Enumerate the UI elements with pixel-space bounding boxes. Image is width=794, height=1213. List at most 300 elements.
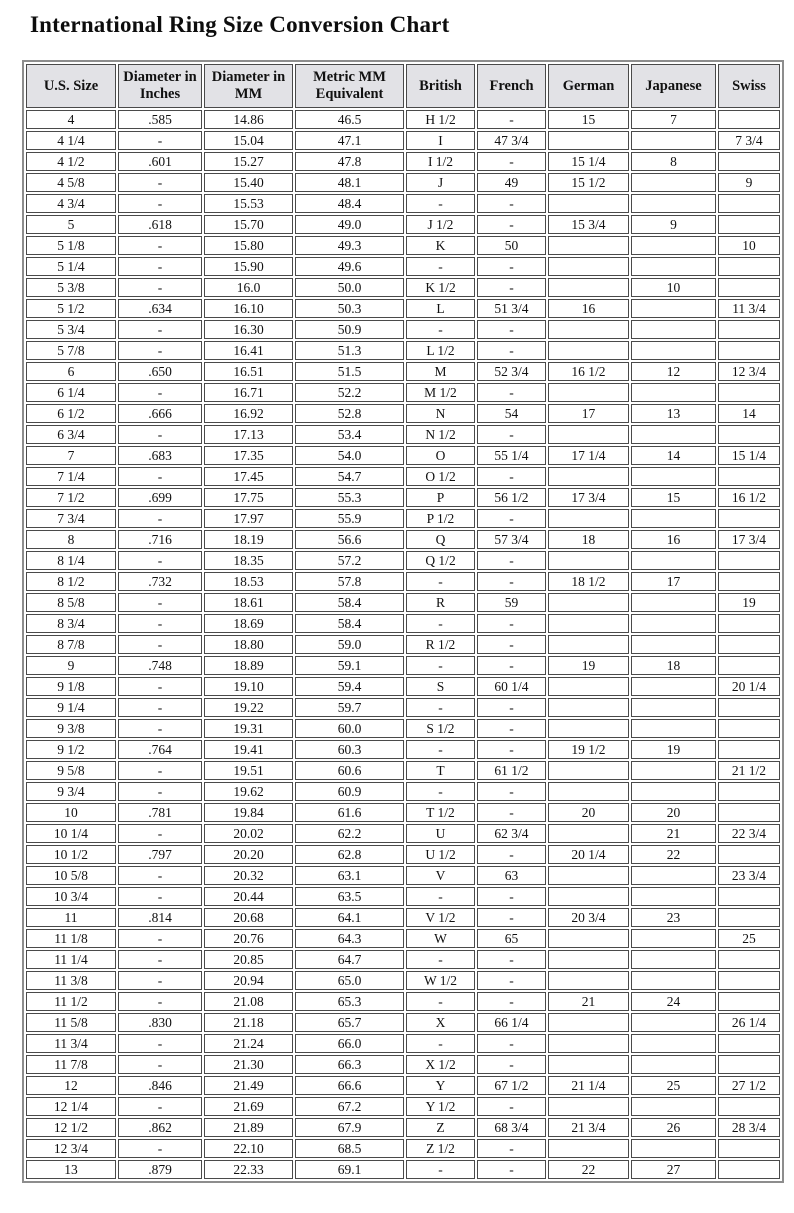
cell-japanese: 27	[631, 1160, 716, 1179]
cell-german: 15	[548, 110, 629, 129]
cell-us-size: 8 3/4	[26, 614, 116, 633]
cell-diameter-inches: -	[118, 257, 202, 276]
cell-diameter-mm: 18.89	[204, 656, 293, 675]
cell-french: 54	[477, 404, 546, 423]
cell-metric-mm-equivalent: 52.8	[295, 404, 404, 423]
cell-british: -	[406, 194, 475, 213]
cell-diameter-inches: -	[118, 992, 202, 1011]
cell-metric-mm-equivalent: 59.7	[295, 698, 404, 717]
cell-metric-mm-equivalent: 53.4	[295, 425, 404, 444]
cell-swiss: 25	[718, 929, 780, 948]
cell-german	[548, 257, 629, 276]
cell-british: Q	[406, 530, 475, 549]
cell-french: -	[477, 992, 546, 1011]
cell-swiss	[718, 572, 780, 591]
table-row	[26, 719, 780, 738]
cell-french: 57 3/4	[477, 530, 546, 549]
cell-metric-mm-equivalent: 58.4	[295, 593, 404, 612]
cell-german	[548, 614, 629, 633]
cell-swiss	[718, 635, 780, 654]
cell-french: -	[477, 257, 546, 276]
cell-metric-mm-equivalent: 51.3	[295, 341, 404, 360]
cell-us-size: 7 1/2	[26, 488, 116, 507]
cell-diameter-inches: -	[118, 971, 202, 990]
cell-metric-mm-equivalent: 55.3	[295, 488, 404, 507]
cell-british: R 1/2	[406, 635, 475, 654]
table-row	[26, 509, 780, 528]
cell-british: I 1/2	[406, 152, 475, 171]
cell-british: J 1/2	[406, 215, 475, 234]
cell-french: -	[477, 1097, 546, 1116]
cell-british: K 1/2	[406, 278, 475, 297]
cell-us-size: 9 3/8	[26, 719, 116, 738]
cell-japanese	[631, 1097, 716, 1116]
cell-us-size: 5 7/8	[26, 341, 116, 360]
cell-british: X 1/2	[406, 1055, 475, 1074]
cell-british: -	[406, 782, 475, 801]
cell-french: -	[477, 635, 546, 654]
cell-japanese	[631, 1139, 716, 1158]
cell-metric-mm-equivalent: 67.9	[295, 1118, 404, 1137]
cell-metric-mm-equivalent: 59.0	[295, 635, 404, 654]
cell-metric-mm-equivalent: 56.6	[295, 530, 404, 549]
cell-swiss	[718, 425, 780, 444]
cell-japanese	[631, 677, 716, 696]
cell-british: M 1/2	[406, 383, 475, 402]
cell-swiss: 21 1/2	[718, 761, 780, 780]
cell-diameter-inches: -	[118, 509, 202, 528]
cell-diameter-mm: 16.71	[204, 383, 293, 402]
cell-us-size: 5 3/4	[26, 320, 116, 339]
cell-diameter-mm: 16.41	[204, 341, 293, 360]
cell-diameter-inches: .601	[118, 152, 202, 171]
cell-diameter-mm: 15.80	[204, 236, 293, 255]
cell-us-size: 7 1/4	[26, 467, 116, 486]
cell-diameter-mm: 20.94	[204, 971, 293, 990]
cell-french: -	[477, 425, 546, 444]
cell-metric-mm-equivalent: 65.7	[295, 1013, 404, 1032]
table-row	[26, 551, 780, 570]
table-row	[26, 530, 780, 549]
cell-swiss	[718, 992, 780, 1011]
cell-us-size: 12 3/4	[26, 1139, 116, 1158]
cell-us-size: 11 1/8	[26, 929, 116, 948]
table-row	[26, 698, 780, 717]
cell-japanese	[631, 131, 716, 150]
cell-metric-mm-equivalent: 69.1	[295, 1160, 404, 1179]
table-row	[26, 992, 780, 1011]
cell-french: -	[477, 320, 546, 339]
cell-japanese: 25	[631, 1076, 716, 1095]
table-row	[26, 173, 780, 192]
cell-metric-mm-equivalent: 60.9	[295, 782, 404, 801]
cell-us-size: 9 3/4	[26, 782, 116, 801]
cell-diameter-inches: -	[118, 614, 202, 633]
table-header	[26, 64, 780, 108]
cell-british: X	[406, 1013, 475, 1032]
cell-german	[548, 782, 629, 801]
cell-british: -	[406, 614, 475, 633]
cell-us-size: 7 3/4	[26, 509, 116, 528]
cell-swiss	[718, 341, 780, 360]
table-row	[26, 467, 780, 486]
cell-metric-mm-equivalent: 49.3	[295, 236, 404, 255]
cell-diameter-inches: -	[118, 278, 202, 297]
cell-japanese: 24	[631, 992, 716, 1011]
cell-british: -	[406, 656, 475, 675]
table-row	[26, 362, 780, 381]
cell-french: 65	[477, 929, 546, 948]
cell-german: 21 1/4	[548, 1076, 629, 1095]
cell-diameter-mm: 19.62	[204, 782, 293, 801]
cell-swiss	[718, 698, 780, 717]
cell-british: P 1/2	[406, 509, 475, 528]
cell-german: 17	[548, 404, 629, 423]
cell-german	[548, 929, 629, 948]
cell-german	[548, 131, 629, 150]
cell-metric-mm-equivalent: 47.1	[295, 131, 404, 150]
cell-diameter-inches: -	[118, 173, 202, 192]
cell-metric-mm-equivalent: 49.6	[295, 257, 404, 276]
cell-japanese	[631, 194, 716, 213]
table-row	[26, 341, 780, 360]
cell-german	[548, 194, 629, 213]
cell-german	[548, 1013, 629, 1032]
table-row	[26, 866, 780, 885]
cell-swiss	[718, 887, 780, 906]
cell-us-size: 4 1/2	[26, 152, 116, 171]
cell-german	[548, 341, 629, 360]
cell-british: U	[406, 824, 475, 843]
table-row	[26, 635, 780, 654]
cell-diameter-mm: 21.18	[204, 1013, 293, 1032]
cell-british: L 1/2	[406, 341, 475, 360]
cell-german	[548, 425, 629, 444]
table-row	[26, 299, 780, 318]
cell-french: -	[477, 383, 546, 402]
cell-japanese	[631, 698, 716, 717]
cell-diameter-inches: -	[118, 425, 202, 444]
cell-metric-mm-equivalent: 66.3	[295, 1055, 404, 1074]
cell-japanese	[631, 719, 716, 738]
cell-german: 15 1/2	[548, 173, 629, 192]
cell-swiss	[718, 740, 780, 759]
cell-diameter-inches: -	[118, 383, 202, 402]
cell-japanese	[631, 425, 716, 444]
cell-diameter-mm: 15.70	[204, 215, 293, 234]
cell-british: L	[406, 299, 475, 318]
cell-french: -	[477, 152, 546, 171]
cell-british: P	[406, 488, 475, 507]
table-row	[26, 950, 780, 969]
cell-japanese	[631, 971, 716, 990]
cell-german: 19 1/2	[548, 740, 629, 759]
cell-french: 55 1/4	[477, 446, 546, 465]
cell-swiss	[718, 1034, 780, 1053]
table-row	[26, 1097, 780, 1116]
cell-us-size: 12	[26, 1076, 116, 1095]
cell-diameter-inches: -	[118, 698, 202, 717]
cell-diameter-mm: 20.20	[204, 845, 293, 864]
cell-metric-mm-equivalent: 60.0	[295, 719, 404, 738]
cell-swiss	[718, 1139, 780, 1158]
cell-metric-mm-equivalent: 50.0	[295, 278, 404, 297]
cell-french: 62 3/4	[477, 824, 546, 843]
cell-british: -	[406, 992, 475, 1011]
cell-german: 20 3/4	[548, 908, 629, 927]
cell-us-size: 7	[26, 446, 116, 465]
cell-swiss	[718, 719, 780, 738]
cell-diameter-mm: 20.02	[204, 824, 293, 843]
table-row	[26, 1160, 780, 1179]
cell-japanese: 19	[631, 740, 716, 759]
cell-swiss: 7 3/4	[718, 131, 780, 150]
cell-french: -	[477, 194, 546, 213]
cell-diameter-mm: 14.86	[204, 110, 293, 129]
cell-diameter-inches: .634	[118, 299, 202, 318]
cell-british: N	[406, 404, 475, 423]
cell-diameter-inches: .683	[118, 446, 202, 465]
cell-metric-mm-equivalent: 60.3	[295, 740, 404, 759]
cell-japanese: 18	[631, 656, 716, 675]
cell-japanese	[631, 341, 716, 360]
cell-swiss	[718, 782, 780, 801]
cell-diameter-inches: -	[118, 320, 202, 339]
column-header-diameter-inches: Diameter in Inches	[118, 64, 202, 108]
cell-japanese: 26	[631, 1118, 716, 1137]
table-row	[26, 278, 780, 297]
cell-diameter-mm: 15.04	[204, 131, 293, 150]
cell-diameter-mm: 16.0	[204, 278, 293, 297]
cell-metric-mm-equivalent: 63.1	[295, 866, 404, 885]
cell-german	[548, 320, 629, 339]
cell-japanese	[631, 593, 716, 612]
cell-diameter-mm: 17.35	[204, 446, 293, 465]
table-row	[26, 152, 780, 171]
table-row	[26, 236, 780, 255]
cell-diameter-mm: 18.61	[204, 593, 293, 612]
cell-metric-mm-equivalent: 64.3	[295, 929, 404, 948]
cell-us-size: 11 3/8	[26, 971, 116, 990]
cell-japanese	[631, 866, 716, 885]
cell-diameter-inches: .666	[118, 404, 202, 423]
cell-japanese	[631, 299, 716, 318]
cell-metric-mm-equivalent: 50.3	[295, 299, 404, 318]
cell-diameter-mm: 22.33	[204, 1160, 293, 1179]
cell-french: -	[477, 698, 546, 717]
cell-japanese	[631, 635, 716, 654]
cell-british: -	[406, 320, 475, 339]
cell-french: -	[477, 971, 546, 990]
cell-us-size: 8 1/2	[26, 572, 116, 591]
cell-british: T	[406, 761, 475, 780]
cell-british: S 1/2	[406, 719, 475, 738]
cell-diameter-mm: 21.49	[204, 1076, 293, 1095]
cell-german: 17 3/4	[548, 488, 629, 507]
cell-british: S	[406, 677, 475, 696]
cell-diameter-inches: -	[118, 1055, 202, 1074]
cell-german	[548, 950, 629, 969]
cell-diameter-mm: 19.10	[204, 677, 293, 696]
cell-german: 18 1/2	[548, 572, 629, 591]
column-header-german: German	[548, 64, 629, 108]
cell-swiss	[718, 257, 780, 276]
cell-diameter-mm: 20.85	[204, 950, 293, 969]
table-row	[26, 488, 780, 507]
cell-metric-mm-equivalent: 65.3	[295, 992, 404, 1011]
cell-diameter-mm: 19.31	[204, 719, 293, 738]
cell-japanese	[631, 1013, 716, 1032]
table-row	[26, 593, 780, 612]
cell-diameter-mm: 18.35	[204, 551, 293, 570]
cell-french: -	[477, 1034, 546, 1053]
cell-us-size: 9	[26, 656, 116, 675]
table-row	[26, 1118, 780, 1137]
cell-diameter-inches: -	[118, 551, 202, 570]
table-row	[26, 257, 780, 276]
cell-diameter-inches: .814	[118, 908, 202, 927]
cell-japanese	[631, 173, 716, 192]
cell-diameter-inches: .618	[118, 215, 202, 234]
cell-us-size: 11 1/4	[26, 950, 116, 969]
header-row	[26, 64, 780, 108]
cell-swiss	[718, 1160, 780, 1179]
cell-japanese: 15	[631, 488, 716, 507]
cell-us-size: 5 1/8	[26, 236, 116, 255]
cell-german: 17 1/4	[548, 446, 629, 465]
cell-metric-mm-equivalent: 49.0	[295, 215, 404, 234]
cell-diameter-mm: 16.92	[204, 404, 293, 423]
cell-diameter-mm: 19.84	[204, 803, 293, 822]
cell-japanese: 16	[631, 530, 716, 549]
cell-german	[548, 971, 629, 990]
table-row	[26, 425, 780, 444]
cell-british: -	[406, 257, 475, 276]
cell-british: -	[406, 1160, 475, 1179]
cell-japanese: 21	[631, 824, 716, 843]
cell-french: -	[477, 467, 546, 486]
cell-us-size: 9 5/8	[26, 761, 116, 780]
cell-metric-mm-equivalent: 54.7	[295, 467, 404, 486]
cell-swiss: 14	[718, 404, 780, 423]
cell-metric-mm-equivalent: 64.7	[295, 950, 404, 969]
cell-japanese: 8	[631, 152, 716, 171]
cell-swiss	[718, 110, 780, 129]
cell-diameter-inches: .781	[118, 803, 202, 822]
cell-german	[548, 593, 629, 612]
cell-metric-mm-equivalent: 48.1	[295, 173, 404, 192]
table-row	[26, 383, 780, 402]
table-row	[26, 572, 780, 591]
cell-diameter-inches: -	[118, 467, 202, 486]
cell-swiss: 19	[718, 593, 780, 612]
cell-swiss	[718, 656, 780, 675]
cell-diameter-mm: 15.53	[204, 194, 293, 213]
cell-german: 15 1/4	[548, 152, 629, 171]
cell-british: U 1/2	[406, 845, 475, 864]
cell-diameter-inches: -	[118, 1139, 202, 1158]
cell-french: -	[477, 509, 546, 528]
table-row	[26, 131, 780, 150]
cell-german: 15 3/4	[548, 215, 629, 234]
cell-swiss: 16 1/2	[718, 488, 780, 507]
cell-japanese	[631, 320, 716, 339]
cell-german	[548, 1097, 629, 1116]
cell-us-size: 4 3/4	[26, 194, 116, 213]
table-row	[26, 1034, 780, 1053]
cell-japanese	[631, 929, 716, 948]
cell-british: N 1/2	[406, 425, 475, 444]
cell-diameter-mm: 21.69	[204, 1097, 293, 1116]
cell-german: 20	[548, 803, 629, 822]
cell-diameter-mm: 20.44	[204, 887, 293, 906]
cell-german	[548, 698, 629, 717]
cell-british: V	[406, 866, 475, 885]
cell-us-size: 10 1/2	[26, 845, 116, 864]
cell-diameter-inches: -	[118, 824, 202, 843]
cell-swiss	[718, 908, 780, 927]
table-row	[26, 677, 780, 696]
table-row	[26, 824, 780, 843]
cell-french: 50	[477, 236, 546, 255]
cell-metric-mm-equivalent: 51.5	[295, 362, 404, 381]
cell-swiss: 12 3/4	[718, 362, 780, 381]
cell-diameter-mm: 15.27	[204, 152, 293, 171]
table-row	[26, 740, 780, 759]
cell-french: 60 1/4	[477, 677, 546, 696]
cell-british: -	[406, 572, 475, 591]
cell-swiss: 22 3/4	[718, 824, 780, 843]
cell-diameter-inches: -	[118, 929, 202, 948]
cell-diameter-mm: 20.68	[204, 908, 293, 927]
cell-diameter-inches: -	[118, 761, 202, 780]
cell-french: -	[477, 950, 546, 969]
cell-diameter-inches: .846	[118, 1076, 202, 1095]
cell-us-size: 8 7/8	[26, 635, 116, 654]
cell-british: -	[406, 950, 475, 969]
table-row	[26, 110, 780, 129]
cell-us-size: 9 1/2	[26, 740, 116, 759]
cell-diameter-mm: 16.30	[204, 320, 293, 339]
cell-german	[548, 467, 629, 486]
table-row	[26, 1139, 780, 1158]
cell-metric-mm-equivalent: 62.2	[295, 824, 404, 843]
cell-japanese	[631, 1034, 716, 1053]
table-row	[26, 614, 780, 633]
cell-us-size: 5 3/8	[26, 278, 116, 297]
cell-diameter-inches: .862	[118, 1118, 202, 1137]
cell-diameter-inches: -	[118, 131, 202, 150]
cell-metric-mm-equivalent: 55.9	[295, 509, 404, 528]
cell-us-size: 12 1/4	[26, 1097, 116, 1116]
cell-diameter-mm: 17.13	[204, 425, 293, 444]
table-row	[26, 446, 780, 465]
cell-french: -	[477, 782, 546, 801]
cell-metric-mm-equivalent: 46.5	[295, 110, 404, 129]
cell-french: -	[477, 656, 546, 675]
cell-japanese: 9	[631, 215, 716, 234]
table-row	[26, 761, 780, 780]
cell-diameter-inches: .748	[118, 656, 202, 675]
cell-french: 52 3/4	[477, 362, 546, 381]
cell-japanese: 7	[631, 110, 716, 129]
cell-german	[548, 761, 629, 780]
cell-diameter-mm: 17.45	[204, 467, 293, 486]
cell-metric-mm-equivalent: 66.6	[295, 1076, 404, 1095]
cell-us-size: 10 5/8	[26, 866, 116, 885]
cell-diameter-inches: -	[118, 341, 202, 360]
cell-german	[548, 551, 629, 570]
